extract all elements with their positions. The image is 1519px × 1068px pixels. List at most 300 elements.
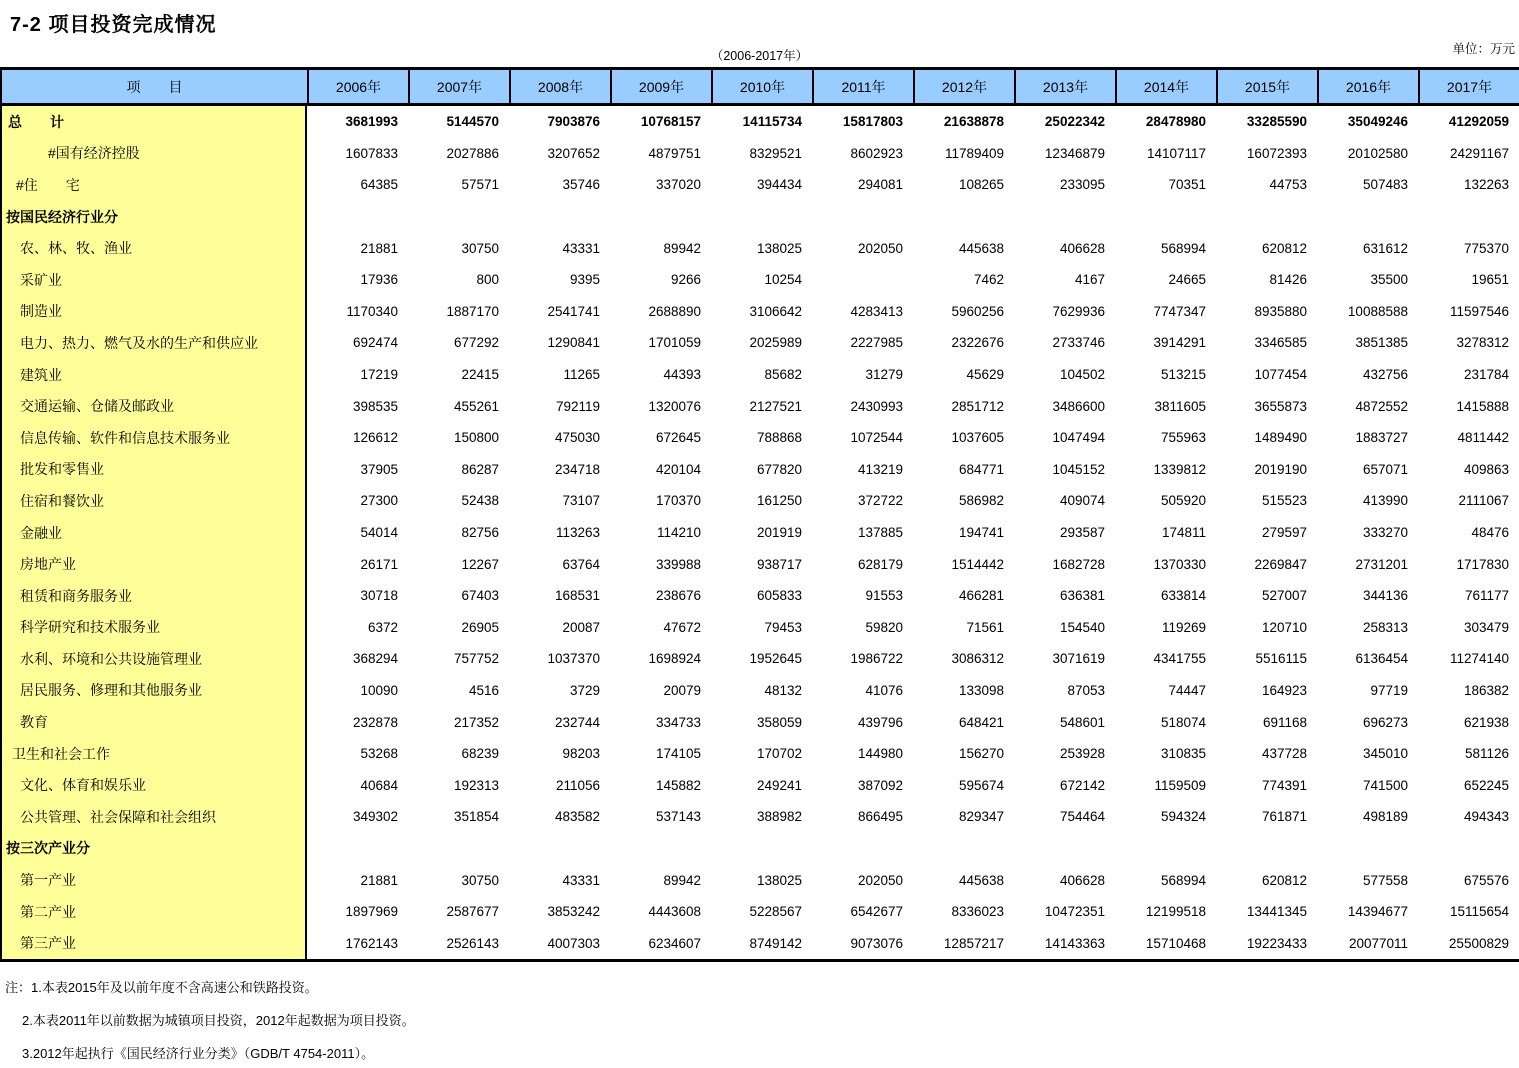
value-cell: 2688890 xyxy=(610,296,711,328)
meta-row xyxy=(0,30,1519,67)
value-cell: 138025 xyxy=(711,232,812,264)
value-cell: 67403 xyxy=(408,580,509,612)
unit-label: 单位：万元 xyxy=(1452,42,1515,56)
value-cell: 333270 xyxy=(1317,517,1418,549)
value-cell xyxy=(1014,833,1115,865)
value-cell: 170702 xyxy=(711,738,812,770)
value-cell: 79453 xyxy=(711,612,812,644)
value-cell: 692474 xyxy=(307,327,408,359)
value-cell: 14143363 xyxy=(1014,927,1115,959)
value-cell: 5144570 xyxy=(408,106,509,138)
value-cell: 3106642 xyxy=(711,296,812,328)
value-cell: 43331 xyxy=(509,864,610,896)
value-cell: 137885 xyxy=(812,517,913,549)
value-cell: 1037370 xyxy=(509,643,610,675)
value-cell: 2127521 xyxy=(711,390,812,422)
value-cell: 648421 xyxy=(913,706,1014,738)
value-cell: 677820 xyxy=(711,454,812,486)
value-cell: 2731201 xyxy=(1317,548,1418,580)
value-cell: 8749142 xyxy=(711,927,812,959)
value-cell: 43331 xyxy=(509,232,610,264)
value-cell: 594324 xyxy=(1115,801,1216,833)
value-cell: 1701059 xyxy=(610,327,711,359)
table-subtitle: （2006-2017年） xyxy=(710,49,809,63)
value-cell: 3486600 xyxy=(1014,390,1115,422)
value-cell: 11274140 xyxy=(1418,643,1519,675)
value-cell: 577558 xyxy=(1317,864,1418,896)
value-cell: 829347 xyxy=(913,801,1014,833)
value-cell: 10254 xyxy=(711,264,812,296)
value-cell: 24291167 xyxy=(1418,138,1519,170)
value-cell xyxy=(1418,833,1519,865)
value-cell: 8602923 xyxy=(812,138,913,170)
row-label: 文化、体育和娱乐业 xyxy=(2,769,307,801)
value-cell: 174105 xyxy=(610,738,711,770)
table-row xyxy=(2,232,1519,264)
value-cell: 9395 xyxy=(509,264,610,296)
table-row xyxy=(2,612,1519,644)
row-label: 房地产业 xyxy=(2,548,307,580)
row-label: 金融业 xyxy=(2,517,307,549)
value-cell xyxy=(711,833,812,865)
value-cell xyxy=(509,833,610,865)
value-cell: 1489490 xyxy=(1216,422,1317,454)
value-cell: 14107117 xyxy=(1115,138,1216,170)
value-cell: 10088588 xyxy=(1317,296,1418,328)
value-cell: 445638 xyxy=(913,232,1014,264)
value-cell: 513215 xyxy=(1115,359,1216,391)
value-cell: 792119 xyxy=(509,390,610,422)
value-cell: 3346585 xyxy=(1216,327,1317,359)
value-cell: 2269847 xyxy=(1216,548,1317,580)
row-label: 第三产业 xyxy=(2,927,307,959)
table-row xyxy=(2,296,1519,328)
value-cell: 73107 xyxy=(509,485,610,517)
table-row xyxy=(2,769,1519,801)
table-row xyxy=(2,138,1519,170)
value-cell: 150800 xyxy=(408,422,509,454)
value-cell: 4167 xyxy=(1014,264,1115,296)
value-cell: 12857217 xyxy=(913,927,1014,959)
year-header-cell: 2012年 xyxy=(913,70,1014,103)
value-cell: 85682 xyxy=(711,359,812,391)
value-cell: 2019190 xyxy=(1216,454,1317,486)
value-cell: 409074 xyxy=(1014,485,1115,517)
value-cell: 413219 xyxy=(812,454,913,486)
value-cell: 439796 xyxy=(812,706,913,738)
value-cell: 14115734 xyxy=(711,106,812,138)
row-label: 第一产业 xyxy=(2,864,307,896)
value-cell: 57571 xyxy=(408,169,509,201)
value-cell: 334733 xyxy=(610,706,711,738)
value-cell: 4879751 xyxy=(610,138,711,170)
value-cell: 48476 xyxy=(1418,517,1519,549)
value-cell: 15817803 xyxy=(812,106,913,138)
value-cell: 527007 xyxy=(1216,580,1317,612)
value-cell: 2027886 xyxy=(408,138,509,170)
value-cell: 1072544 xyxy=(812,422,913,454)
value-cell: 24665 xyxy=(1115,264,1216,296)
value-cell: 394434 xyxy=(711,169,812,201)
value-cell: 168531 xyxy=(509,580,610,612)
value-cell: 52438 xyxy=(408,485,509,517)
value-cell: 25022342 xyxy=(1014,106,1115,138)
value-cell xyxy=(610,833,711,865)
value-cell: 633814 xyxy=(1115,580,1216,612)
value-cell: 672142 xyxy=(1014,769,1115,801)
value-cell: 2851712 xyxy=(913,390,1014,422)
value-cell: 44753 xyxy=(1216,169,1317,201)
value-cell: 8336023 xyxy=(913,896,1014,928)
table-header-row xyxy=(2,70,1519,106)
value-cell: 86287 xyxy=(408,454,509,486)
value-cell: 119269 xyxy=(1115,612,1216,644)
value-cell: 507483 xyxy=(1317,169,1418,201)
value-cell: 755963 xyxy=(1115,422,1216,454)
value-cell: 388982 xyxy=(711,801,812,833)
value-cell xyxy=(711,201,812,233)
value-cell: 3811605 xyxy=(1115,390,1216,422)
value-cell: 31279 xyxy=(812,359,913,391)
value-cell: 8935880 xyxy=(1216,296,1317,328)
value-cell: 303479 xyxy=(1418,612,1519,644)
value-cell: 3655873 xyxy=(1216,390,1317,422)
value-cell: 774391 xyxy=(1216,769,1317,801)
value-cell: 12346879 xyxy=(1014,138,1115,170)
value-cell xyxy=(812,201,913,233)
value-cell: 11265 xyxy=(509,359,610,391)
value-cell: 10090 xyxy=(307,675,408,707)
value-cell xyxy=(307,833,408,865)
value-cell: 4007303 xyxy=(509,927,610,959)
value-cell: 494343 xyxy=(1418,801,1519,833)
value-cell: 7747347 xyxy=(1115,296,1216,328)
value-cell: 9073076 xyxy=(812,927,913,959)
row-label: 教育 xyxy=(2,706,307,738)
value-cell: 19223433 xyxy=(1216,927,1317,959)
year-header-cell: 2008年 xyxy=(509,70,610,103)
value-cell: 621938 xyxy=(1418,706,1519,738)
row-label: 采矿业 xyxy=(2,264,307,296)
value-cell: 22415 xyxy=(408,359,509,391)
value-cell: 788868 xyxy=(711,422,812,454)
value-cell xyxy=(610,201,711,233)
value-cell: 344136 xyxy=(1317,580,1418,612)
value-cell: 3853242 xyxy=(509,896,610,928)
value-cell: 652245 xyxy=(1418,769,1519,801)
value-cell: 548601 xyxy=(1014,706,1115,738)
value-cell: 64385 xyxy=(307,169,408,201)
year-header-cell: 2016年 xyxy=(1317,70,1418,103)
value-cell: 1159509 xyxy=(1115,769,1216,801)
value-cell: 800 xyxy=(408,264,509,296)
row-label: 交通运输、仓储及邮政业 xyxy=(2,390,307,422)
row-label: 按国民经济行业分 xyxy=(2,201,307,233)
value-cell: 372722 xyxy=(812,485,913,517)
value-cell: 866495 xyxy=(812,801,913,833)
value-cell: 628179 xyxy=(812,548,913,580)
table-row xyxy=(2,359,1519,391)
value-cell: 406628 xyxy=(1014,232,1115,264)
table-row xyxy=(2,327,1519,359)
value-cell: 6542677 xyxy=(812,896,913,928)
value-cell: 4341755 xyxy=(1115,643,1216,675)
value-cell: 1045152 xyxy=(1014,454,1115,486)
value-cell: 515523 xyxy=(1216,485,1317,517)
value-cell: 475030 xyxy=(509,422,610,454)
table-row xyxy=(2,106,1519,138)
value-cell: 15710468 xyxy=(1115,927,1216,959)
value-cell: 249241 xyxy=(711,769,812,801)
value-cell: 2025989 xyxy=(711,327,812,359)
value-cell: 620812 xyxy=(1216,232,1317,264)
row-label: 信息传输、软件和信息技术服务业 xyxy=(2,422,307,454)
value-cell: 445638 xyxy=(913,864,1014,896)
value-cell: 1037605 xyxy=(913,422,1014,454)
value-cell: 113263 xyxy=(509,517,610,549)
value-cell: 387092 xyxy=(812,769,913,801)
value-cell: 82756 xyxy=(408,517,509,549)
value-cell: 483582 xyxy=(509,801,610,833)
table-row xyxy=(2,675,1519,707)
year-header-cell: 2006年 xyxy=(307,70,408,103)
value-cell: 4443608 xyxy=(610,896,711,928)
value-cell: 398535 xyxy=(307,390,408,422)
row-label: 租赁和商务服务业 xyxy=(2,580,307,612)
value-cell: 1897969 xyxy=(307,896,408,928)
value-cell: 28478980 xyxy=(1115,106,1216,138)
value-cell: 44393 xyxy=(610,359,711,391)
row-label: 卫生和社会工作 xyxy=(2,738,307,770)
value-cell: 6136454 xyxy=(1317,643,1418,675)
value-cell: 761177 xyxy=(1418,580,1519,612)
value-cell: 10768157 xyxy=(610,106,711,138)
table-row xyxy=(2,643,1519,675)
value-cell: 89942 xyxy=(610,232,711,264)
value-cell: 114210 xyxy=(610,517,711,549)
value-cell: 1514442 xyxy=(913,548,1014,580)
note-line: 3.2012年起执行《国民经济行业分类》（GDB/T 4754-2011）。 xyxy=(22,1045,375,1061)
row-label: 电力、热力、燃气及水的生产和供应业 xyxy=(2,327,307,359)
value-cell: 40684 xyxy=(307,769,408,801)
value-cell: 9266 xyxy=(610,264,711,296)
value-cell: 2541741 xyxy=(509,296,610,328)
value-cell: 145882 xyxy=(610,769,711,801)
table-notes xyxy=(0,970,1519,1068)
column-header-item: 项 目 xyxy=(126,78,183,95)
value-cell: 10472351 xyxy=(1014,896,1115,928)
value-cell: 3278312 xyxy=(1418,327,1519,359)
value-cell: 238676 xyxy=(610,580,711,612)
value-cell: 2111067 xyxy=(1418,485,1519,517)
value-cell: 17936 xyxy=(307,264,408,296)
year-header-cell: 2017年 xyxy=(1418,70,1519,103)
table-row xyxy=(2,738,1519,770)
value-cell: 2322676 xyxy=(913,327,1014,359)
value-cell: 1290841 xyxy=(509,327,610,359)
row-label: 建筑业 xyxy=(2,359,307,391)
value-cell: 1682728 xyxy=(1014,548,1115,580)
value-cell: 4516 xyxy=(408,675,509,707)
value-cell: 8329521 xyxy=(711,138,812,170)
value-cell: 47672 xyxy=(610,612,711,644)
value-cell: 68239 xyxy=(408,738,509,770)
value-cell: 4811442 xyxy=(1418,422,1519,454)
value-cell xyxy=(307,201,408,233)
value-cell xyxy=(509,201,610,233)
value-cell: 11597546 xyxy=(1418,296,1519,328)
row-label: 水利、环境和公共设施管理业 xyxy=(2,643,307,675)
value-cell: 413990 xyxy=(1317,485,1418,517)
value-cell: 1762143 xyxy=(307,927,408,959)
value-cell: 1883727 xyxy=(1317,422,1418,454)
value-cell xyxy=(1418,201,1519,233)
value-cell: 11789409 xyxy=(913,138,1014,170)
value-cell: 1320076 xyxy=(610,390,711,422)
value-cell: 1986722 xyxy=(812,643,913,675)
page-title: 7-2 项目投资完成情况 xyxy=(10,14,217,36)
value-cell xyxy=(1216,201,1317,233)
value-cell: 30718 xyxy=(307,580,408,612)
value-cell: 202050 xyxy=(812,864,913,896)
value-cell: 104502 xyxy=(1014,359,1115,391)
value-cell: 258313 xyxy=(1317,612,1418,644)
row-label: 农、林、牧、渔业 xyxy=(2,232,307,264)
value-cell: 1077454 xyxy=(1216,359,1317,391)
value-cell: 5516115 xyxy=(1216,643,1317,675)
table-row xyxy=(2,422,1519,454)
value-cell: 17219 xyxy=(307,359,408,391)
value-cell: 41292059 xyxy=(1418,106,1519,138)
value-cell: 6234607 xyxy=(610,927,711,959)
value-cell: 59820 xyxy=(812,612,913,644)
value-cell: 406628 xyxy=(1014,864,1115,896)
value-cell xyxy=(1115,833,1216,865)
value-cell: 26171 xyxy=(307,548,408,580)
value-cell: 498189 xyxy=(1317,801,1418,833)
value-cell: 581126 xyxy=(1418,738,1519,770)
value-cell: 20102580 xyxy=(1317,138,1418,170)
year-header-cell: 2007年 xyxy=(408,70,509,103)
value-cell: 358059 xyxy=(711,706,812,738)
value-cell: 170370 xyxy=(610,485,711,517)
value-cell: 192313 xyxy=(408,769,509,801)
value-cell: 620812 xyxy=(1216,864,1317,896)
row-label: #国有经济控股 xyxy=(2,138,307,170)
value-cell: 1717830 xyxy=(1418,548,1519,580)
table-row xyxy=(2,517,1519,549)
value-cell: 466281 xyxy=(913,580,1014,612)
value-cell xyxy=(812,833,913,865)
value-cell: 144980 xyxy=(812,738,913,770)
value-cell: 505920 xyxy=(1115,485,1216,517)
value-cell: 455261 xyxy=(408,390,509,422)
value-cell: 4283413 xyxy=(812,296,913,328)
value-cell: 232878 xyxy=(307,706,408,738)
value-cell: 156270 xyxy=(913,738,1014,770)
value-cell: 25500829 xyxy=(1418,927,1519,959)
value-cell: 2227985 xyxy=(812,327,913,359)
value-cell: 677292 xyxy=(408,327,509,359)
row-label: 按三次产业分 xyxy=(2,833,307,865)
table-row xyxy=(2,454,1519,486)
value-cell: 761871 xyxy=(1216,801,1317,833)
value-cell: 3914291 xyxy=(1115,327,1216,359)
value-cell xyxy=(408,833,509,865)
row-label: 公共管理、社会保障和社会组织 xyxy=(2,801,307,833)
row-label: 批发和零售业 xyxy=(2,454,307,486)
value-cell: 675576 xyxy=(1418,864,1519,896)
value-cell: 15115654 xyxy=(1418,896,1519,928)
value-cell: 3207652 xyxy=(509,138,610,170)
value-cell: 294081 xyxy=(812,169,913,201)
row-label: 总 计 xyxy=(2,106,307,138)
value-cell xyxy=(1115,201,1216,233)
value-cell: 21881 xyxy=(307,232,408,264)
value-cell: 164923 xyxy=(1216,675,1317,707)
value-cell: 1698924 xyxy=(610,643,711,675)
value-cell: 3086312 xyxy=(913,643,1014,675)
value-cell: 174811 xyxy=(1115,517,1216,549)
value-cell: 5960256 xyxy=(913,296,1014,328)
value-cell: 279597 xyxy=(1216,517,1317,549)
value-cell: 35746 xyxy=(509,169,610,201)
value-cell: 186382 xyxy=(1418,675,1519,707)
value-cell: 12199518 xyxy=(1115,896,1216,928)
value-cell: 97719 xyxy=(1317,675,1418,707)
value-cell: 741500 xyxy=(1317,769,1418,801)
value-cell: 3681993 xyxy=(307,106,408,138)
value-cell: 631612 xyxy=(1317,232,1418,264)
table-row xyxy=(2,801,1519,833)
table-row xyxy=(2,548,1519,580)
value-cell: 63764 xyxy=(509,548,610,580)
row-label: 居民服务、修理和其他服务业 xyxy=(2,675,307,707)
value-cell: 684771 xyxy=(913,454,1014,486)
table-row xyxy=(2,264,1519,296)
value-cell: 605833 xyxy=(711,580,812,612)
value-cell: 657071 xyxy=(1317,454,1418,486)
note-line: 2.本表2011年以前数据为城镇项目投资，2012年起数据为项目投资。 xyxy=(22,1012,415,1028)
value-cell: 754464 xyxy=(1014,801,1115,833)
value-cell: 7462 xyxy=(913,264,1014,296)
table-row xyxy=(2,864,1519,896)
table-row xyxy=(2,706,1519,738)
value-cell: 3851385 xyxy=(1317,327,1418,359)
value-cell: 432756 xyxy=(1317,359,1418,391)
table-row xyxy=(2,927,1519,959)
value-cell: 409863 xyxy=(1418,454,1519,486)
value-cell: 349302 xyxy=(307,801,408,833)
value-cell: 6372 xyxy=(307,612,408,644)
value-cell: 27300 xyxy=(307,485,408,517)
value-cell: 41076 xyxy=(812,675,913,707)
value-cell: 37905 xyxy=(307,454,408,486)
value-cell: 54014 xyxy=(307,517,408,549)
value-cell: 217352 xyxy=(408,706,509,738)
value-cell: 232744 xyxy=(509,706,610,738)
value-cell: 91553 xyxy=(812,580,913,612)
value-cell: 636381 xyxy=(1014,580,1115,612)
value-cell: 1952645 xyxy=(711,643,812,675)
investment-table xyxy=(0,67,1519,962)
row-label: #住 宅 xyxy=(2,169,307,201)
row-label: 制造业 xyxy=(2,296,307,328)
value-cell: 253928 xyxy=(1014,738,1115,770)
value-cell: 537143 xyxy=(610,801,711,833)
value-cell: 132263 xyxy=(1418,169,1519,201)
value-cell xyxy=(408,201,509,233)
